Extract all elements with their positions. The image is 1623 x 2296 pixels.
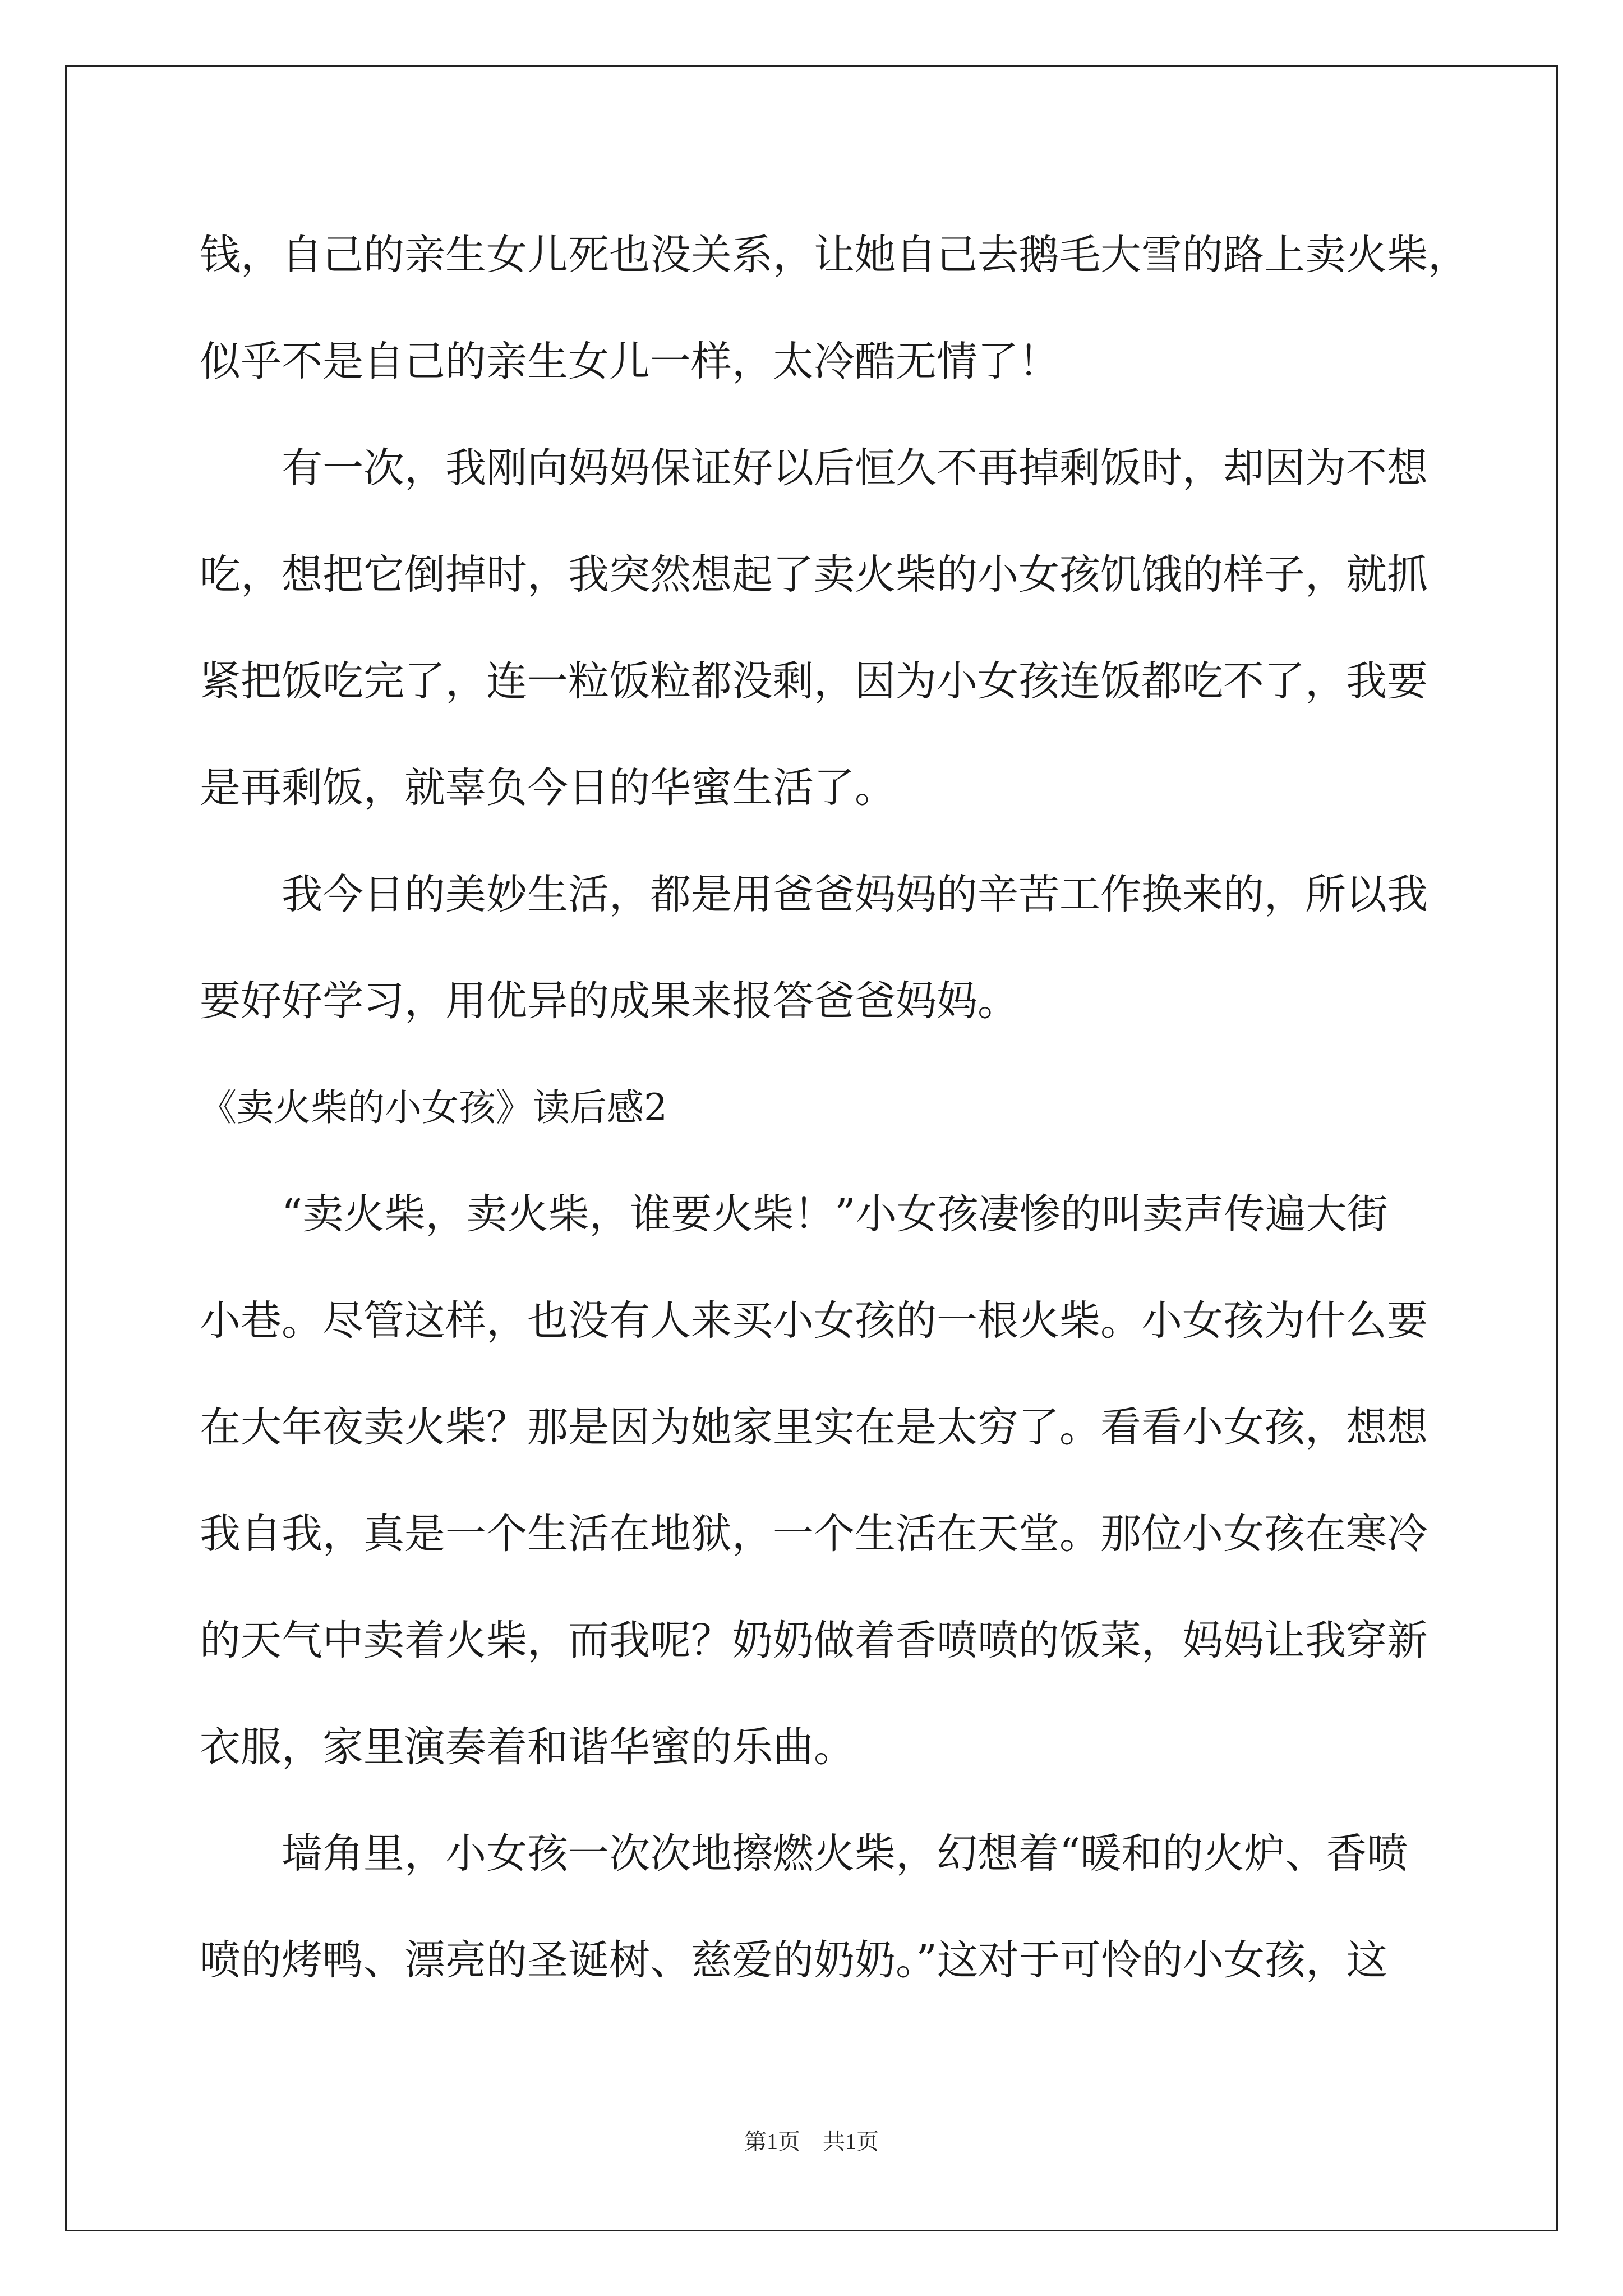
text-line: 我自我，真是一个生活在地狱，一个生活在天堂。那位小女孩在寒冷	[200, 1510, 1428, 1558]
text-line: 紧把饭吃完了，连一粒饭粒都没剩，因为小女孩连饭都吃不了，我要	[200, 657, 1428, 705]
section-heading: 《卖火柴的小女孩》读后感2	[200, 1086, 667, 1129]
paragraph-start-line: “卖火柴，卖火柴，谁要火柴！”小女孩凄惨的叫卖声传遍大街	[282, 1190, 1388, 1238]
text-line: 吃，想把它倒掉时，我突然想起了卖火柴的小女孩饥饿的样子，就抓	[200, 551, 1428, 599]
paragraph-start-line: 墙角里，小女孩一次次地擦燃火柴，幻想着“暖和的火炉、香喷	[282, 1830, 1408, 1878]
text-line: 钱，自己的亲生女儿死也没关系，让她自己去鹅毛大雪的路上卖火柴，	[200, 231, 1469, 279]
text-line: 在大年夜卖火柴？那是因为她家里实在是太穷了。看看小女孩，想想	[200, 1404, 1428, 1451]
text-line: 似乎不是自己的亲生女儿一样，太冷酷无情了！	[200, 338, 1059, 385]
paragraph-start-line: 我今日的美妙生活，都是用爸爸妈妈的辛苦工作换来的，所以我	[282, 871, 1428, 918]
text-line: 衣服，家里演奏着和谐华蜜的乐曲。	[200, 1723, 855, 1771]
text-line: 喷的烤鸭、漂亮的圣诞树、慈爱的奶奶。”这对于可怜的小女孩，这	[200, 1936, 1387, 1984]
text-line: 的天气中卖着火柴，而我呢？奶奶做着香喷喷的饭菜，妈妈让我穿新	[200, 1617, 1428, 1664]
text-line: 小巷。尽管这样，也没有人来买小女孩的一根火柴。小女孩为什么要	[200, 1297, 1428, 1345]
text-line: 是再剩饭，就辜负今日的华蜜生活了。	[200, 764, 896, 812]
document-body	[200, 202, 1469, 2014]
page-footer: 第1页 共1页	[744, 2129, 879, 2154]
paragraph-start-line: 有一次，我刚向妈妈保证好以后恒久不再掉剩饭时，却因为不想	[282, 444, 1428, 492]
text-line: 要好好学习，用优异的成果来报答爸爸妈妈。	[200, 977, 1018, 1025]
